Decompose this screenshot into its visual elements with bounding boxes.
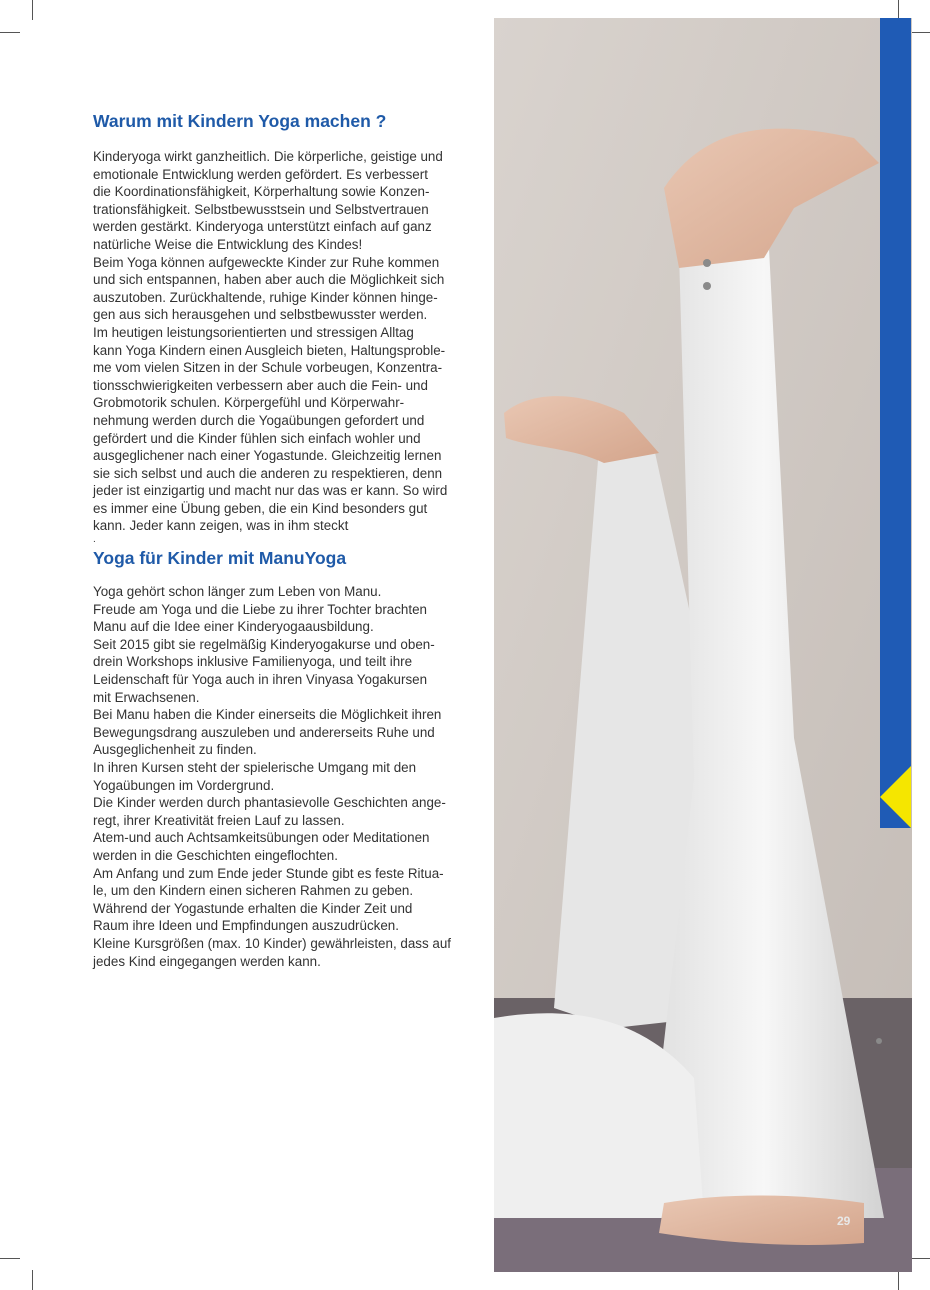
text-line: regt, ihrer Kreativität freien Lauf zu lassen. — [93, 812, 345, 828]
crop-mark — [0, 32, 20, 33]
text-line: Seit 2015 gibt sie regelmäßig Kinderyogakurse und oben- — [93, 636, 435, 652]
blue-stripe — [880, 18, 911, 828]
text-line: Grobmotorik schulen. Körpergefühl und Körperwahr- — [93, 395, 405, 411]
text-line: Yogaübungen im Vordergrund. — [93, 777, 275, 793]
yoga-legs-photo — [494, 18, 912, 1272]
crop-mark — [898, 1270, 899, 1290]
crop-mark — [32, 1270, 33, 1290]
text-line: Die Kinder werden durch phantasievolle Geschichten ange- — [93, 795, 446, 811]
crop-mark — [0, 1258, 20, 1259]
text-line: jedes Kind eingegangen werden kann. — [93, 953, 321, 969]
text-line: Bei Manu haben die Kinder einerseits die Möglichkeit ihren — [93, 707, 442, 723]
crop-mark — [898, 0, 899, 20]
crop-mark — [910, 32, 930, 33]
text-line: nehmung werden durch die Yogaübungen gefordert und — [93, 412, 425, 428]
body-text-why-yoga — [93, 148, 458, 535]
text-line: In ihren Kursen steht der spielerische Umgang mit den — [93, 760, 417, 775]
text-line: trationsfähigkeit. Selbstbewusstsein und Selbstvertrauen — [93, 201, 429, 217]
text-line: und sich entspannen, haben aber auch die Möglichkeit sich — [93, 272, 445, 288]
text-line: kann. Jeder kann zeigen, was in ihm steckt — [93, 518, 349, 534]
text-line: emotionale Entwicklung werden gefördert. Es verbessert — [93, 166, 428, 182]
section-heading-why-yoga: Warum mit Kindern Yoga machen ? — [93, 111, 387, 131]
yellow-triangle — [880, 766, 911, 828]
text-line: Atem-und auch Achtsamkeitsübungen oder Meditationen — [93, 830, 430, 846]
text-line: Während der Yogastunde erhalten die Kinder Zeit und — [93, 900, 413, 916]
text-line: le, um den Kindern einen sicheren Rahmen zu geben. — [93, 883, 414, 899]
text-line: werden in die Geschichten eingeflochten. — [93, 847, 338, 863]
text-line: gefördert und die Kinder fühlen sich einfach wohler und — [93, 430, 421, 446]
text-line: sie sich selbst und auch die anderen zu respektieren, denn — [93, 465, 443, 481]
text-line: me vom vielen Sitzen in der Schule vorbeugen, Konzentra- — [93, 360, 443, 376]
text-line: Im heutigen leistungsorientierten und stressigen Alltag — [93, 324, 414, 340]
text-line: Raum ihre Ideen und Empfindungen auszudrücken. — [93, 918, 399, 934]
text-line: tionsschwierigkeiten verbessern aber auch die Fein- und — [93, 377, 428, 393]
crop-mark — [32, 0, 33, 20]
text-line: drein Workshops inklusive Familienyoga, und teilt ihre — [93, 654, 413, 670]
text-line: die Koordinationsfähigkeit, Körperhaltung sowie Konzen- — [93, 184, 430, 200]
section-heading-manuyoga: Yoga für Kinder mit ManuYoga — [93, 548, 347, 569]
text-line: Ausgeglichenheit zu finden. — [93, 742, 257, 758]
text-line: kann Yoga Kindern einen Ausgleich bieten, Haltungsproble- — [93, 342, 446, 358]
photo-illustration — [494, 18, 912, 1272]
text-line: Kleine Kursgrößen (max. 10 Kinder) gewährleisten, dass auf — [93, 935, 452, 951]
crop-mark — [910, 1258, 930, 1259]
text-line: Freude am Yoga und die Liebe zu ihrer Tochter brachten — [93, 601, 427, 617]
text-line: jeder ist einzigartig und macht nur das was er kann. So wird — [93, 483, 448, 499]
text-line: auszutoben. Zurückhaltende, ruhige Kinder können hinge- — [93, 289, 438, 305]
text-line: Manu auf die Idee einer Kinderyogaausbildung. — [93, 619, 374, 635]
trailing-dot: . — [93, 534, 96, 546]
body-text-manuyoga — [93, 583, 458, 970]
text-column — [93, 110, 458, 970]
text-line: Am Anfang und zum Ende jeder Stunde gibt es feste Ritua- — [93, 865, 444, 881]
text-line: mit Erwachsenen. — [93, 689, 200, 705]
text-line: Kinderyoga wirkt ganzheitlich. Die körperliche, geistige und — [93, 149, 443, 164]
text-line: werden gestärkt. Kinderyoga unterstützt einfach auf ganz — [93, 219, 432, 235]
text-line: Yoga gehört schon länger zum Leben von Manu. — [93, 584, 382, 600]
text-line: ausgeglichener nach einer Yogastunde. Gleichzeitig lernen — [93, 448, 442, 464]
text-line: es immer eine Übung geben, die ein Kind besonders gut — [93, 500, 428, 516]
text-line: gen aus sich herausgehen und selbstbewusster werden. — [93, 307, 428, 323]
text-line: Bewegungsdrang auszuleben und andererseits Ruhe und — [93, 724, 435, 740]
text-line: Beim Yoga können aufgeweckte Kinder zur Ruhe kommen — [93, 254, 440, 270]
page-number: 29 — [837, 1214, 851, 1228]
text-line: Leidenschaft für Yoga auch in ihren Vinyasa Yogakursen — [93, 672, 428, 688]
text-line: natürliche Weise die Entwicklung des Kindes! — [93, 236, 363, 252]
